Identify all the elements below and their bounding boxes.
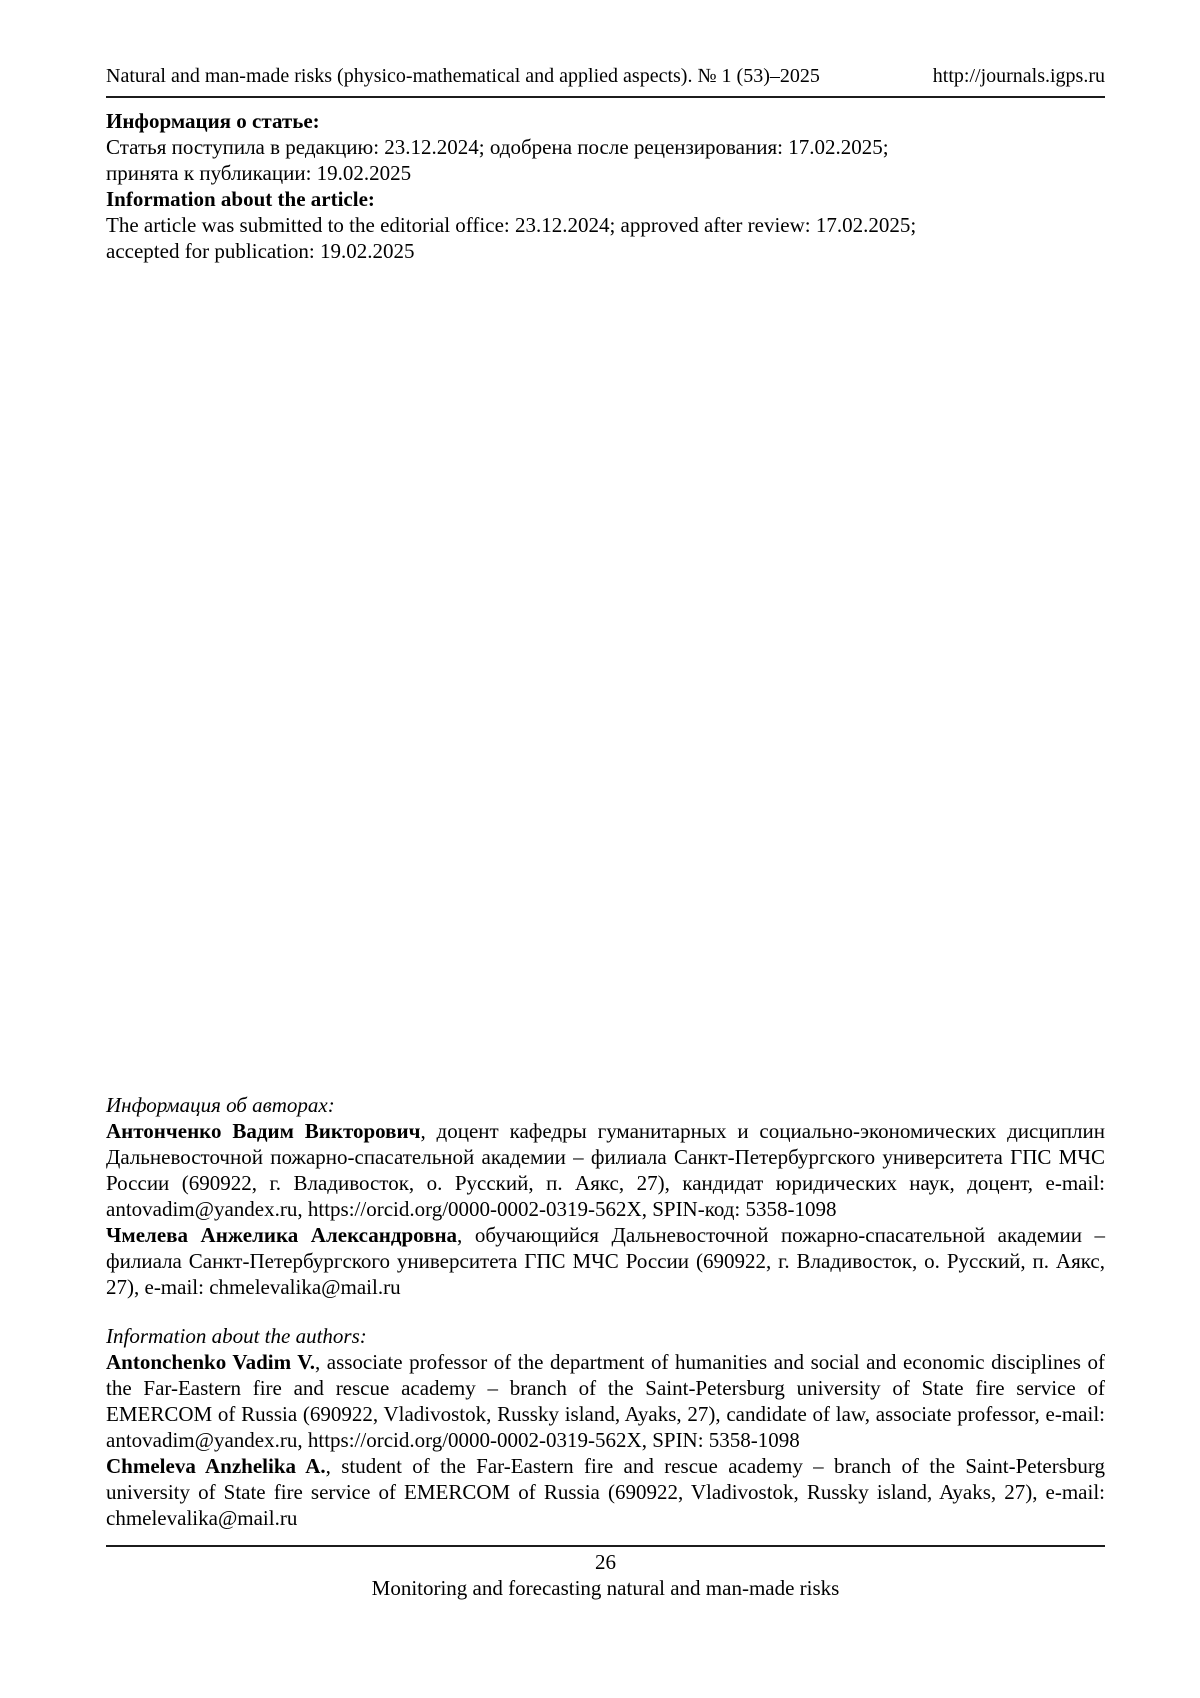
author-name: Антонченко Вадим Викторович	[106, 1119, 421, 1143]
article-info-en-line2: accepted for publication: 19.02.2025	[106, 239, 415, 263]
author-paragraph-ru-1	[106, 1118, 1105, 1222]
authors-info-ru-section	[106, 1092, 1105, 1300]
author-details: , associate professor of the department of humanities and social and economic disciplines of the Far-Eastern fire and rescue academy – branch of the Saint-Petersburg university of State fire service of EMERCOM of Russia (690922, Vladivostok, Russky island, Ayaks, 27), candidate of law, associate professor, e-mail: antovadim@yandex.ru, https://orcid.org/0000-0002-0319-562X, SPIN: 5358-1098	[106, 1350, 1105, 1452]
blank-space	[106, 264, 1105, 1092]
article-info-section	[106, 108, 1105, 264]
author-details: , доцент кафедры гуманитарных и социально-экономических дисциплин Дальневосточной пожарно-спасательной академии – филиала Санкт-Петербургского университета ГПС МЧС России (690922, г. Владивосток, о. Русский, п. Аякс, 27), кандидат юридических наук, доцент, e-mail: antovadim@yandex.ru, https://orcid.org/0000-0002-0319-562X, SPIN-код: 5358-1098	[106, 1119, 1105, 1221]
blank-space	[106, 1300, 1105, 1323]
author-name: Чмелева Анжелика Александровна	[106, 1223, 458, 1247]
author-details: , student of the Far-Eastern fire and rescue academy – branch of the Saint-Petersburg university of State fire service of EMERCOM of Russia (690922, Vladivostok, Russky island, Ayaks, 27), e-mail: chmelevalika@mail.ru	[106, 1454, 1105, 1530]
article-info-ru-line1: Статья поступила в редакцию: 23.12.2024; одобрена после рецензирования: 17.02.2025;	[106, 135, 889, 159]
author-name: Antonchenko Vadim V.	[106, 1350, 315, 1374]
journal-url: http://journals.igps.ru	[932, 65, 1105, 87]
article-info-heading-ru: Информация о статье:	[106, 109, 320, 133]
footer-journal-subtitle: Monitoring and forecasting natural and man-made risks	[371, 1576, 840, 1600]
article-info-en-line1: The article was submitted to the editorial office: 23.12.2024; approved after review: 17.02.2025;	[106, 213, 917, 237]
author-paragraph-en-1	[106, 1349, 1105, 1453]
author-paragraph-ru-2	[106, 1222, 1105, 1300]
authors-heading-ru: Информация об авторах:	[106, 1093, 335, 1117]
author-paragraph-en-2	[106, 1453, 1105, 1531]
authors-heading-en: Information about the authors:	[106, 1324, 367, 1348]
article-info-heading-en: Information about the article:	[106, 187, 375, 211]
page-number: 26	[595, 1550, 616, 1574]
page-footer	[106, 1545, 1105, 1601]
author-details: , обучающийся Дальневосточной пожарно-спасательной академии – филиала Санкт-Петербургского университета ГПС МЧС России (690922, г. Владивосток, о. Русский, п. Аякс, 27), e-mail: chmelevalika@mail.ru	[106, 1223, 1105, 1299]
page-header	[106, 64, 1105, 98]
authors-info-en-section	[106, 1323, 1105, 1531]
article-info-ru-line2: принята к публикации: 19.02.2025	[106, 161, 412, 185]
author-name: Chmeleva Anzhelika A.	[106, 1454, 326, 1478]
journal-title: Natural and man-made risks (physico-mathematical and applied aspects). № 1 (53)–2025	[106, 65, 820, 87]
